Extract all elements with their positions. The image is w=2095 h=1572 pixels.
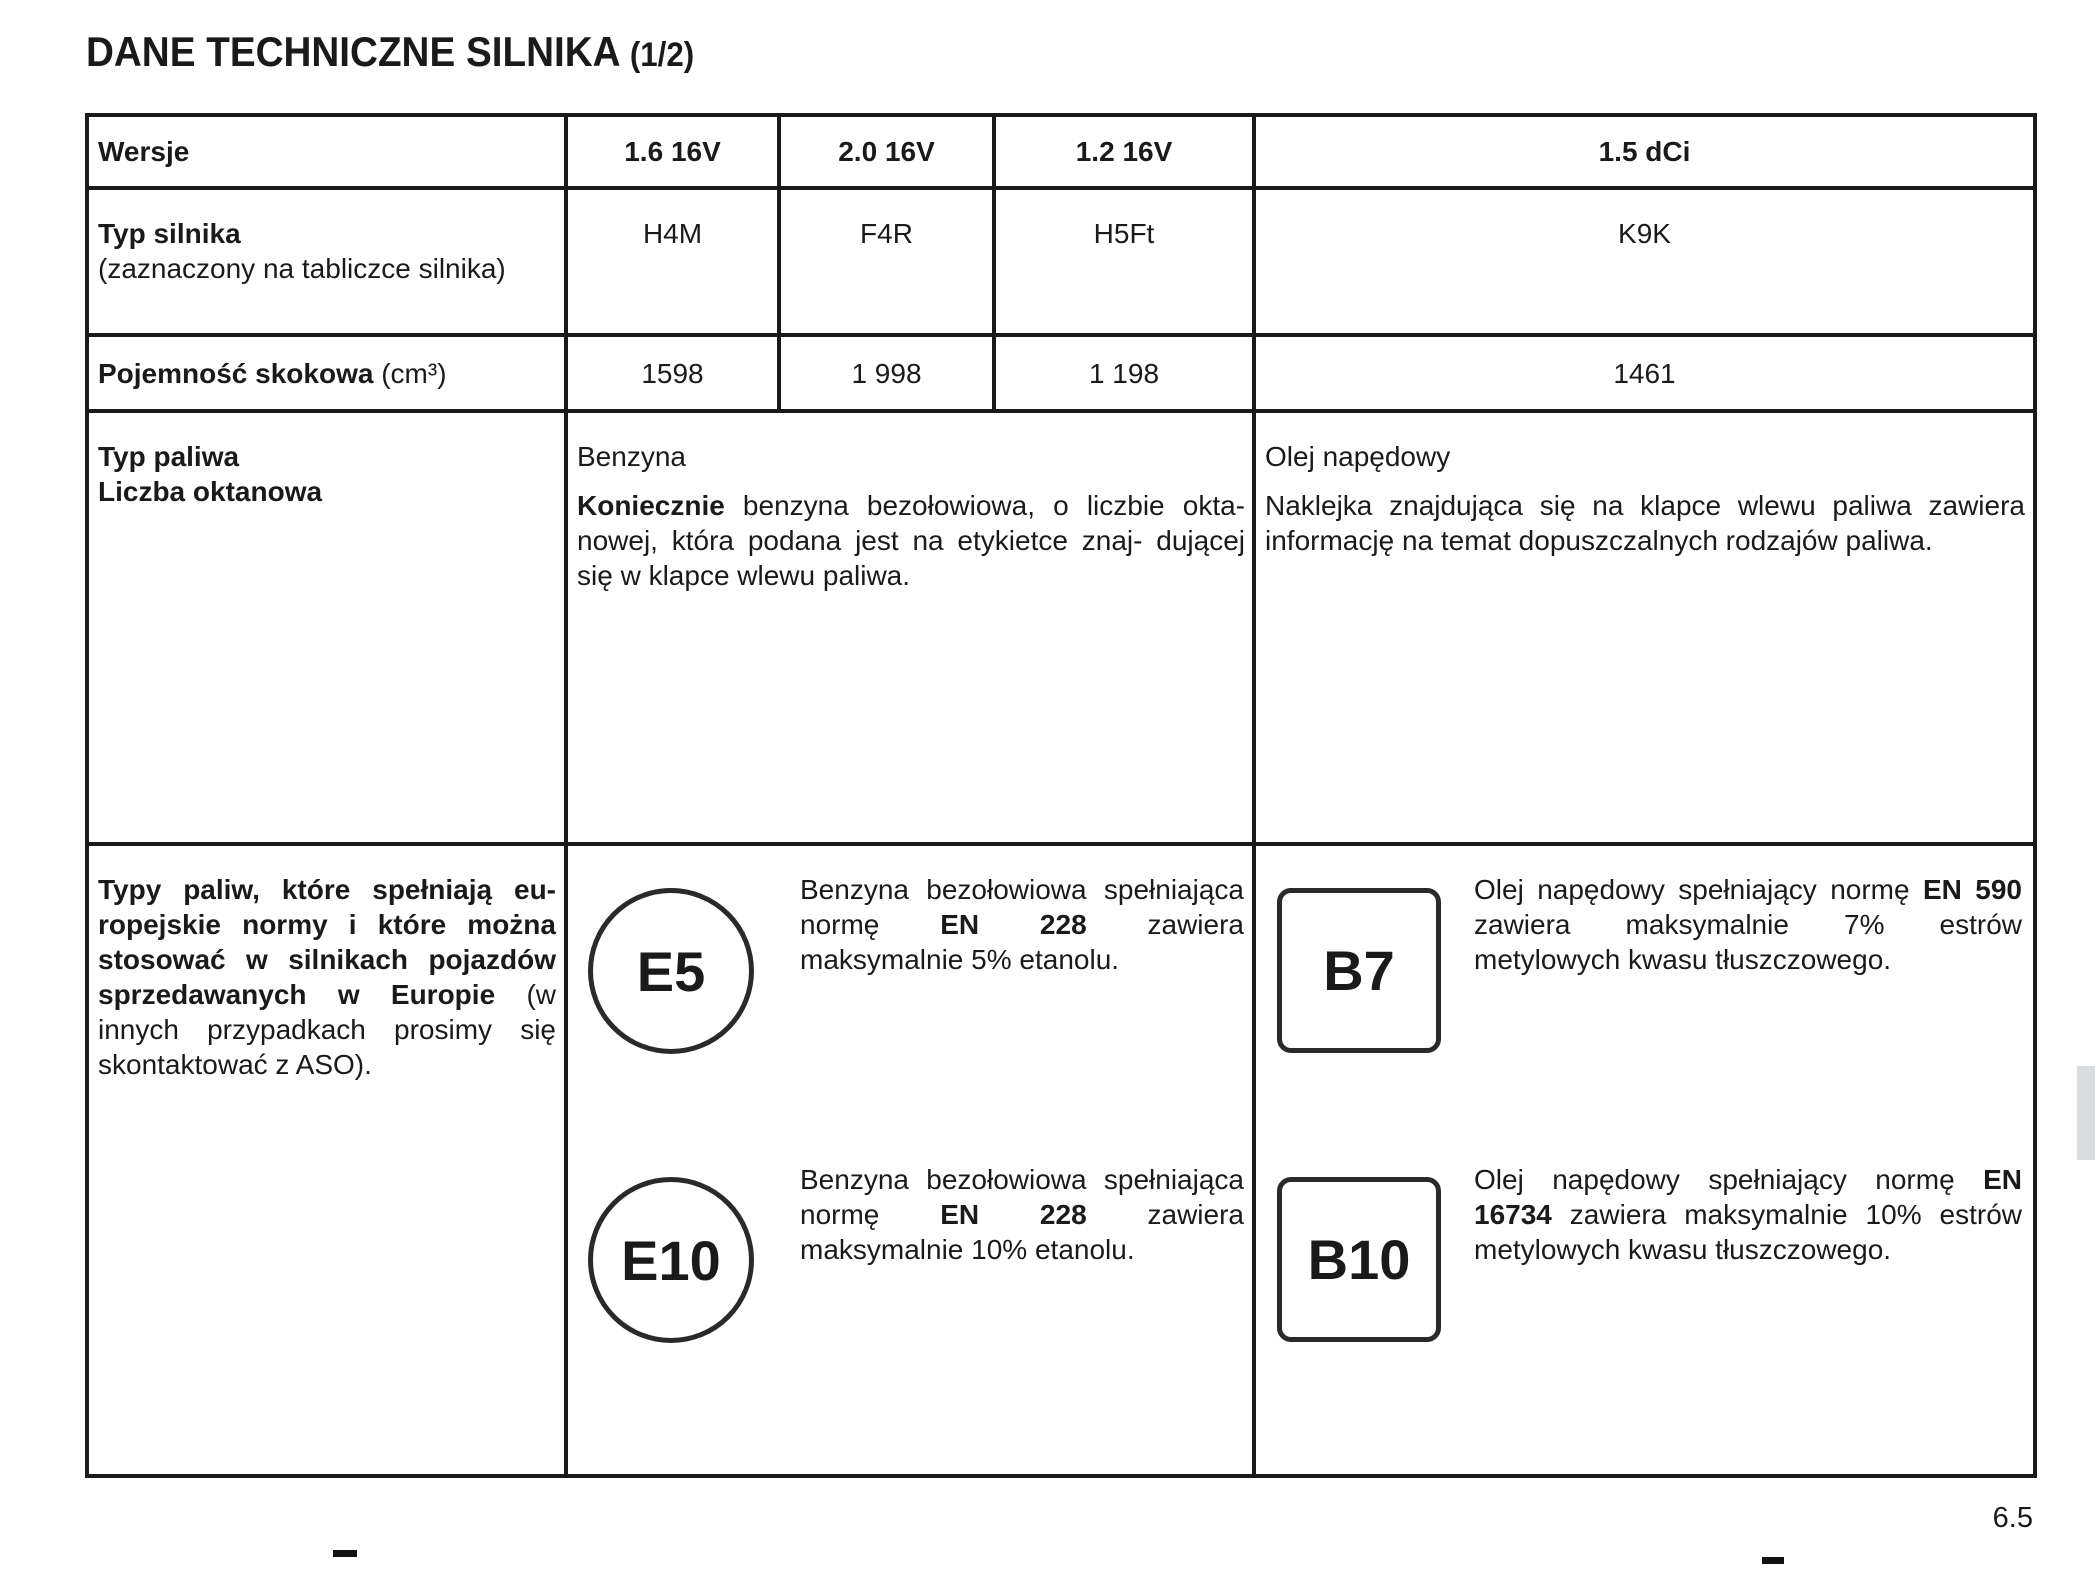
table-border-bottom xyxy=(87,1474,2037,1478)
header-version: 2.0 16V xyxy=(838,136,935,167)
petrol-name: Benzyna xyxy=(577,441,686,472)
desc-text: Benzyna bezołowiowa spełniająca normę xyxy=(800,874,1244,940)
e5-fuel-label-icon: E5 xyxy=(588,888,754,1054)
b10-description xyxy=(1474,1162,2022,1267)
title-text: DANE TECHNICZNE SILNIKA xyxy=(86,28,620,75)
displacement-value: 1461 xyxy=(1613,358,1676,389)
header-version: 1.6 16V xyxy=(624,136,721,167)
eu-fuels-title: Typy paliw, które spełniają europejskie normy i które można stosować w silnikach pojazdów sprzedawanych w Europie xyxy=(98,874,556,1010)
table-border-top xyxy=(87,113,2037,117)
engine-type-note: (zaznaczony na tabliczce silnika) xyxy=(98,253,506,284)
petrol-info xyxy=(577,439,1245,593)
diesel-description: Naklejka znajdująca się na klapce wlewu paliwa zawiera informację na temat dopuszczalnych rodzajów paliwa. xyxy=(1265,490,2025,556)
desc-text: zawiera maksymalnie 5% etanolu. xyxy=(800,909,1244,975)
row-divider xyxy=(87,409,2037,413)
engine-type-title: Typ silnika xyxy=(98,218,241,249)
displacement-title: Pojemność skokowa xyxy=(98,358,374,389)
engine-type-value: H4M xyxy=(642,218,703,249)
desc-text: Benzyna bezołowiowa spełniająca normę xyxy=(800,1164,1244,1230)
displacement-value: 1 198 xyxy=(1088,358,1160,389)
b10-fuel-label-icon: B10 xyxy=(1277,1177,1441,1342)
b7-description xyxy=(1474,872,2022,977)
desc-text: zawiera maksymalnie 7% estrów metylowych kwasu tłuszczowego. xyxy=(1474,909,2022,975)
desc-text: Olej napędowy spełniający normę xyxy=(1474,1164,1984,1195)
desc-text: Olej napędowy spełniający normę xyxy=(1474,874,1923,905)
section-tab-marker xyxy=(2077,1066,2095,1160)
engine-type-label xyxy=(98,216,506,286)
row-divider xyxy=(87,333,2037,337)
e10-description xyxy=(800,1162,1244,1267)
engine-type-value: F4R xyxy=(860,218,913,249)
displacement-value: 1598 xyxy=(641,358,704,389)
table-border-left xyxy=(85,113,89,1478)
fuel-type-title: Typ paliwa xyxy=(98,441,240,472)
header-version: 1.5 dCi xyxy=(1598,136,1691,167)
header-versions-label: Wersje xyxy=(98,136,190,167)
col-divider xyxy=(1252,113,1256,1478)
fuel-type-label xyxy=(98,439,322,509)
displacement-value: 1 998 xyxy=(851,358,922,389)
crop-mark xyxy=(1762,1557,1784,1564)
e10-fuel-label-icon: E10 xyxy=(588,1177,754,1343)
page-title xyxy=(86,28,694,76)
eu-fuels-label xyxy=(98,872,556,1082)
petrol-description xyxy=(577,488,1245,593)
displacement-label xyxy=(98,356,447,391)
row-divider xyxy=(87,842,2037,846)
displacement-unit: (cm³) xyxy=(381,358,447,389)
diesel-info xyxy=(1265,439,2025,558)
b7-fuel-label-icon: B7 xyxy=(1277,888,1441,1053)
e5-description xyxy=(800,872,1244,977)
engine-type-value: K9K xyxy=(1618,218,1671,249)
norm: EN 228 xyxy=(940,909,1087,940)
eu-fuels-note: (w innych przypadkach prosimy się skontaktować z ASO). xyxy=(98,979,556,1080)
engine-type-value: H5Ft xyxy=(1093,218,1155,249)
crop-mark xyxy=(333,1550,357,1557)
desc-text: zawiera maksymalnie 10% etanolu. xyxy=(800,1199,1244,1265)
octane-title: Liczba oktanowa xyxy=(98,476,323,507)
petrol-text: benzyna bezołowiowa, o liczbie oktanowej, która podana jest na etykietce znaj- dującej się w klapce wlewu paliwa. xyxy=(577,490,1245,591)
desc-text: zawiera maksymalnie 10% estrów metylowych kwasu tłuszczowego. xyxy=(1474,1199,2022,1265)
petrol-emphasis: Koniecznie xyxy=(577,490,725,521)
title-part: (1/2) xyxy=(629,36,695,74)
header-version: 1.2 16V xyxy=(1075,136,1173,167)
norm: EN 228 xyxy=(940,1199,1087,1230)
col-divider xyxy=(564,113,568,1478)
diesel-name: Olej napędowy xyxy=(1265,441,1451,472)
row-divider xyxy=(87,186,2037,190)
table-border-right xyxy=(2033,113,2037,1478)
norm: EN 16734 xyxy=(1474,1164,2022,1230)
norm: EN 590 xyxy=(1922,874,2022,905)
page-number: 6.5 xyxy=(1992,1502,2033,1534)
